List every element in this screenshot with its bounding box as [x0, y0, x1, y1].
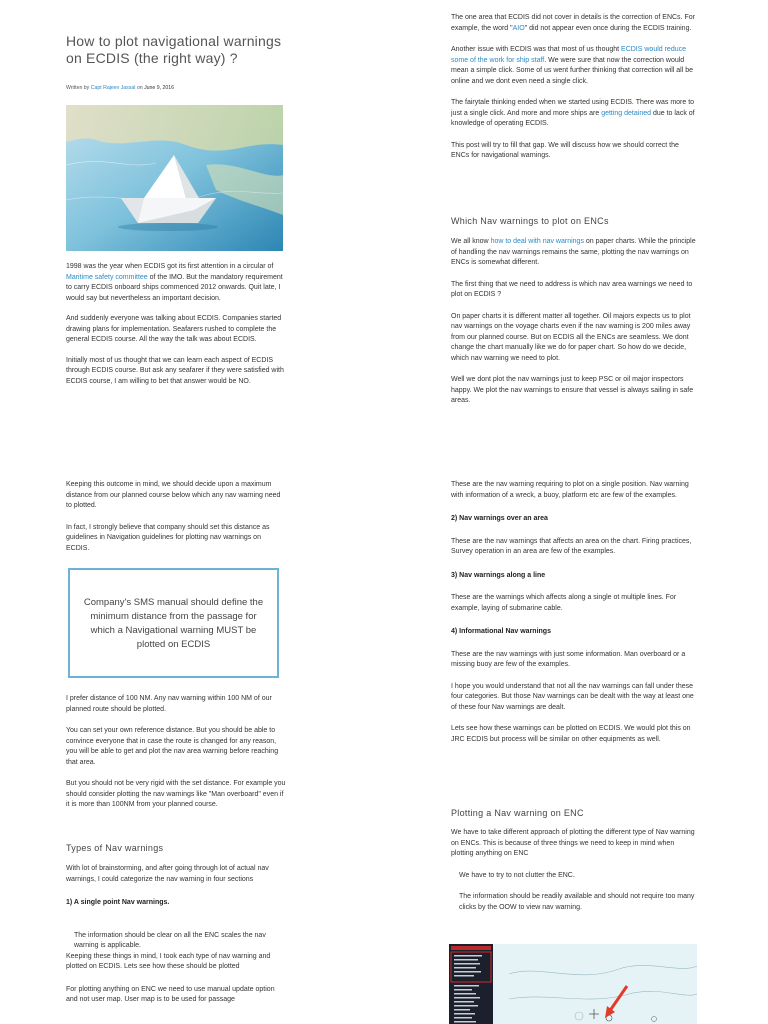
intro-column-right [451, 13, 696, 162]
ecdis-screenshot-image [449, 944, 697, 1024]
msc-link[interactable]: Maritime safety committee [66, 273, 148, 281]
aio-link[interactable]: AIO [512, 24, 525, 32]
single-point-paragraph: These are the nav warning requiring to plot on a single position. Nav warning with information of a wreck, a buoy, platform etc are few of the examples. [451, 481, 689, 499]
issue-paragraph [451, 45, 696, 87]
psc-paragraph: Well we dont plot the nav warnings just to keep PSC or oil major inspectors happy. We plot the nav warnings to ensure that vessel is always sailing in safe areas. [451, 376, 694, 404]
byline [66, 85, 174, 91]
reference-distance-section [66, 694, 286, 811]
byline-middle: on [135, 85, 145, 91]
manual-update-paragraph: For plotting anything on ENC we need to use manual update option and not user map. User map is to be used for passage [66, 985, 275, 1003]
prefer-distance-paragraph: I prefer distance of 100 NM. Any nav warning within 100 NM of our planned route should be plotted. [66, 695, 272, 713]
text-run: The fairytale thinking ended when we started using ECDIS. There was more to just a single click. And more and more ships are [451, 99, 695, 117]
purpose-paragraph: This post will try to fill that gap. We will discuss how we should correct the ENCs for navigational warnings. [451, 141, 679, 159]
text-run: of the IMO. But the mandatory requirement to carry ECDIS onboard ships commenced 2012 onwards. Quit late, I would say but nevertheless an important decision. [66, 273, 283, 302]
first-thing-paragraph: The first thing that we need to address is which nav area warnings we need to plot on ECDIS ? [451, 280, 693, 298]
text-run: . We were sure that now the correction would mean a simple click. Some of us went further thinking that correction will all be online and we dont even need a single click. [451, 56, 693, 85]
fairytale-paragraph [451, 98, 696, 130]
text-run: Another issue with ECDIS was that most of us thought [451, 46, 622, 53]
company-paragraph: In fact, I strongly believe that company should set this distance as guidelines in Navigation guidelines for plotting nav warnings on ECDIS. [66, 523, 270, 552]
clarity-paragraph: The information should be clear on all the ENC scales the nav warning is applicable. [74, 931, 266, 949]
pull-quote [68, 568, 279, 678]
text-run: We all know [451, 238, 491, 245]
intro-paragraph-3: Initially most of us thought that we can learn each aspect of ECDIS through ECDIS course. But ask any seafarer if they were satisfied with ECDIS course, I am willing to bet that answer would be NO. [66, 356, 284, 385]
area-paragraph: These are the nav warnings that affects an area on the chart. Firing practices, Survey operation in an area are few of the examples. [451, 537, 692, 555]
type-3-heading: 3) Nav warnings along a line [451, 571, 546, 579]
rigid-paragraph: But you should not be very rigid with the set distance. For example you should consider plotting the nav warnings like "Man overboard" even if it is more than 100NM from your planned course. [66, 780, 286, 808]
text-run: due to lack of knowledge of operating ECDIS. [451, 109, 695, 127]
approach-paragraph: We have to take different approach of plotting the different type of Nav warning on ENCs. This is because of three things we need to keep in mind when plotting anything on ENC [451, 829, 695, 857]
line-paragraph: These are the warnings which affects along a single ot multiple lines. For example, laying of submarine cable. [451, 594, 677, 612]
distance-section [66, 480, 286, 554]
aio-paragraph [451, 13, 696, 34]
type-2-heading: 2) Nav warnings over an area [451, 515, 548, 522]
author-link[interactable]: Capt Rajeev Jassal [90, 85, 136, 91]
types-section [66, 864, 286, 1006]
text-run: The one area that ECDIS did not cover in details is the correction of ENCs. For example, the word " [451, 14, 695, 32]
article-title: How to plot navigational warnings on ECDIS (the right way) ? [66, 33, 282, 66]
available-paragraph: The information should be readily available and should not require too many clicks by the OOW to view nav warning. [459, 893, 695, 911]
heading-types-of-nav-warnings: Types of Nav warnings [66, 843, 164, 853]
paper-boat-on-map-image [66, 105, 283, 251]
outcome-paragraph: Keeping this outcome in mind, we should decide upon a maximum distance from our planned course below which any nav warning need to plotted. [66, 481, 281, 509]
intro-paragraph-2: And suddenly everyone was talking about ECDIS. Companies started drawing plans for implementation. Seafarers rushed to complete the general ECDIS course. All the way the talk was about ECDIS. [66, 315, 282, 343]
text-run: 1998 was the year when ECDIS got its first attention in a circular of [66, 263, 274, 270]
informational-paragraph: These are the nav warnings with just some information. Man overboard or a missing buoy are few of the examples. [451, 650, 686, 668]
brainstorm-paragraph: With lot of brainstorming, and after going through lot of actual nav warnings, I could categorize the nav warning in four sections [66, 865, 269, 883]
categories-paragraph: I hope you would understand that not all the nav warnings can fall under these four categories. But those Nav warnings can be dealt with the way at least one of these four Nav warnings are dealt. [451, 682, 694, 711]
intro-paragraph-1 [66, 262, 286, 304]
text-run: " did not appear even once during the ECDIS training. [524, 24, 692, 32]
paper-charts-paragraph [451, 237, 696, 269]
publish-date: June 9, 2016 [144, 85, 175, 91]
jrc-paragraph: Lets see how these warnings can be plotted on ECDIS. We would plot this on JRC ECDIS but process will be similar on other equipments as well. [451, 725, 691, 743]
clutter-paragraph: We have to try to not clutter the ENC. [459, 871, 575, 879]
detained-link[interactable]: getting detained [601, 109, 652, 117]
types-detail-section [451, 480, 696, 745]
ecdis-work-link[interactable]: ECDIS would reduce some of the work for ship staff [451, 46, 687, 64]
own-distance-paragraph: You can set your own reference distance. But you should be able to convince everyone that in case the route is changed for any reason, you will be able to get and plot the nav area warning before reaching that area. [66, 727, 279, 766]
type-4-heading: 4) Informational Nav warnings [451, 628, 551, 635]
pull-quote-text: Company's SMS manual should define the minimum distance from the passage for which a Navigational warning MUST be plotted on ECDIS [83, 597, 264, 650]
plotting-section [451, 828, 696, 913]
nav-warnings-link[interactable]: how to deal with nav warnings [490, 238, 584, 245]
type-1-heading: 1) A single point Nav warnings. [66, 899, 170, 906]
oil-majors-paragraph: On paper charts it is different matter all together. Oil majors expects us to plot nav warnings on the voyage charts even if the nav warning is 200 miles away from our planned course. But on ECDIS all the ENCs are seamless. We dont change the chart manually like we do for paper chart. So how do we decide, which nav warning we need to plot. [451, 312, 691, 362]
intro-column-left [66, 262, 286, 387]
heading-plotting-nav-warning: Plotting a Nav warning on ENC [451, 808, 584, 818]
which-nav-section [451, 237, 696, 407]
keeping-paragraph: Keeping these things in mind, I took each type of nav warning and plotted on ECDIS. Lets see how these should be plotted [66, 952, 271, 970]
text-run: on paper charts. While the principle of handling the nav warnings remains the same, plotting the nav warnings on ENCs is somewhat different. [451, 238, 696, 266]
byline-prefix: Written by [66, 85, 91, 91]
heading-which-nav-warnings: Which Nav warnings to plot on ENCs [451, 216, 609, 226]
